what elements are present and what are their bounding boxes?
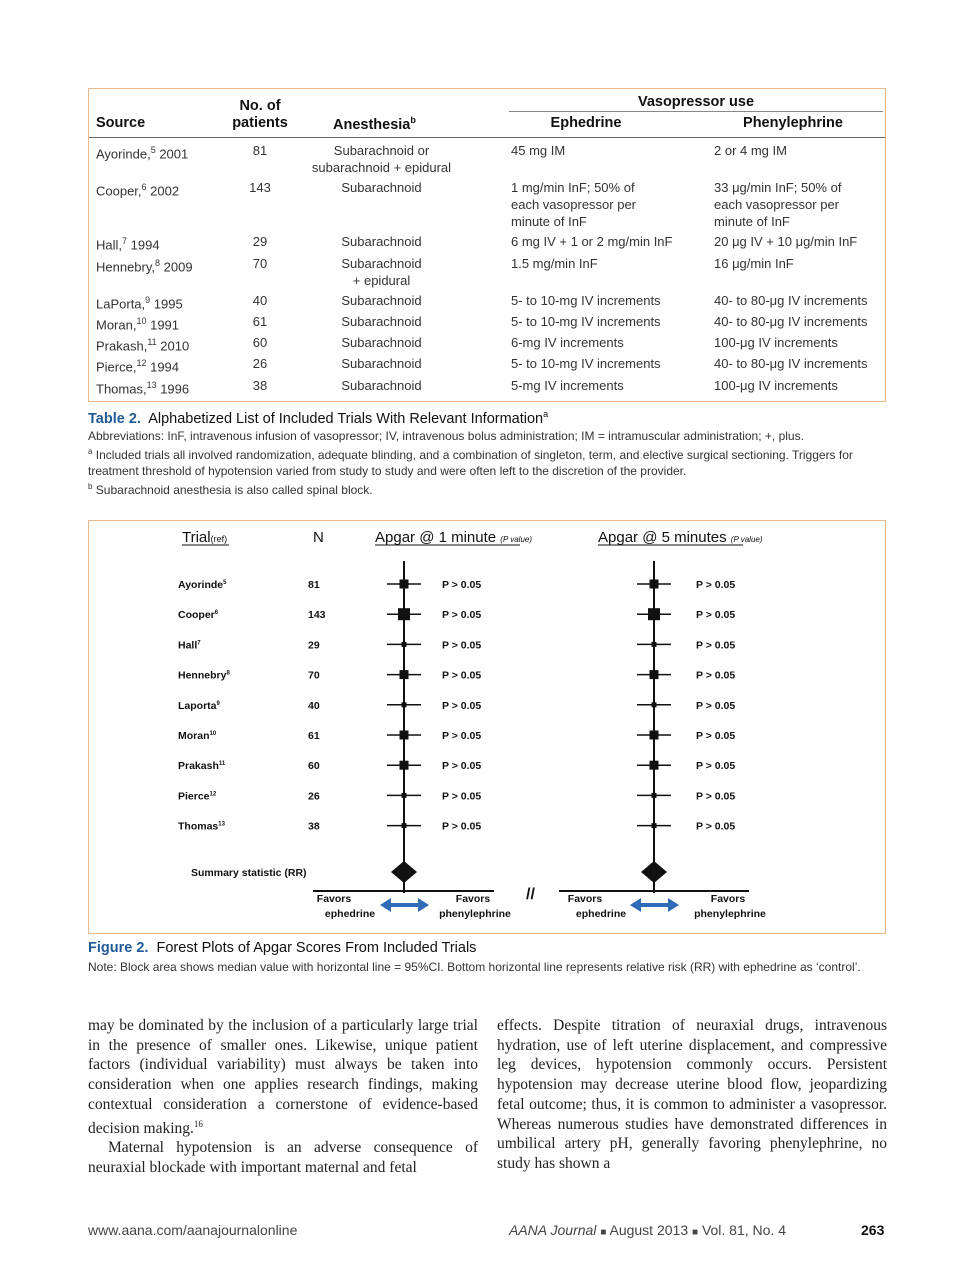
- cell-ephedrine: 1.5 mg/min InF: [511, 256, 598, 271]
- study-label: Hall$^7$: [178, 639, 201, 652]
- study-box: [652, 793, 657, 798]
- study-p-value: P > 0.05: [696, 669, 736, 682]
- study-label: Pierce$^{12}$: [178, 790, 217, 803]
- study-box: [400, 761, 409, 770]
- cell-anesthesia: Subarachnoid: [341, 234, 422, 249]
- study-box: [398, 608, 410, 620]
- favors-left-line1: Favors: [567, 893, 603, 905]
- vasopressor-rule: [509, 111, 883, 112]
- cell-phenylephrine: 20 μg IV + 10 μg/min InF: [714, 234, 858, 249]
- study-box: [648, 608, 660, 620]
- summary-label: Summary statistic (RR): [191, 867, 307, 879]
- favors-right-line1: Favors: [455, 893, 491, 905]
- study-p-value: P > 0.05: [696, 639, 736, 652]
- study-n: 38: [308, 820, 320, 833]
- cell-anesthesia: Subarachnoid or subarachnoid + epidural: [311, 143, 452, 175]
- footer-citation: AANA Journal ■ August 2013 ■ Vol. 81, No. 4: [509, 1222, 786, 1238]
- table-caption-notes: [88, 428, 888, 498]
- study-p-value: P > 0.05: [696, 820, 736, 833]
- cell-source: Prakash,$^{11}$ 2010: [96, 337, 190, 354]
- study-box: [400, 731, 409, 740]
- forest-plot: [89, 521, 885, 933]
- study-n: 81: [308, 579, 320, 591]
- header-phenylephrine: Phenylephrine: [743, 115, 843, 131]
- cell-source: Pierce,$^{12}$ 1994: [96, 358, 180, 375]
- body-paragraph: may be dominated by the inclusion of a particularly large trial in the presence of smaller ones. Likewise, unique patient factors (individual variability) must always be taken into consideration when one applies research findings, making contextual consideration a cornerstone of evidence-based decision making.$^{16}$: [88, 1017, 478, 1137]
- cell-ephedrine: 5- to 10-mg IV increments: [511, 314, 661, 329]
- cell-patients: 29: [252, 234, 268, 249]
- study-p-value: P > 0.05: [442, 669, 482, 682]
- cell-ephedrine: 5- to 10-mg IV increments: [511, 356, 661, 371]
- study-n: 61: [308, 730, 320, 742]
- cell-anesthesia: Subarachnoid: [341, 293, 422, 308]
- cell-phenylephrine: 100-μg IV increments: [714, 335, 838, 350]
- study-box: [402, 793, 407, 798]
- cell-phenylephrine: 40- to 80-μg IV increments: [714, 356, 868, 371]
- study-p-value: P > 0.05: [696, 730, 736, 742]
- study-p-value: P > 0.05: [696, 790, 736, 803]
- study-n: 60: [308, 760, 320, 773]
- study-label: Ayorinde$^5$: [178, 579, 227, 591]
- favors-right-line1: Favors: [710, 893, 746, 905]
- cell-ephedrine: 6-mg IV increments: [511, 335, 624, 350]
- body-paragraph: effects. Despite titration of neuraxial drugs, intravenous hydration, use of left uterine displacement, and compressive leg devices, hypotension commonly occurs. Persistent hypotension may decrease uterine blood flow, jeopardizing fetal outcome; thus, it is common to administer a vasopressor. Whereas numerous studies have demonstrated differences in umbilical artery pH, generally favoring phenylephrine, no study has shown a: [497, 1017, 887, 1172]
- favors-right-line2: phenylephrine: [439, 908, 511, 920]
- header-patients-line1: No. of: [239, 98, 281, 114]
- cell-patients: 26: [252, 356, 268, 371]
- figure-caption-note: Note: Block area shows median value with horizontal line = 95%CI. Bottom horizontal line represents relative risk (RR) with ephedrine as ‘control’.: [88, 960, 861, 974]
- table-caption-title: Table 2. Alphabetized List of Included Trials With Relevant Information$^a$: [88, 409, 549, 427]
- body-column-left: [88, 1016, 478, 1178]
- study-box: [650, 731, 659, 740]
- header-source: Source: [96, 115, 146, 131]
- study-box: [650, 580, 659, 589]
- axis-break-mark: //: [526, 886, 535, 903]
- study-n: 29: [308, 639, 320, 652]
- study-box: [400, 580, 409, 589]
- cell-patients: 70: [252, 256, 268, 271]
- header-trial: Trial(ref): [182, 529, 228, 546]
- cell-phenylephrine: 40- to 80-μg IV increments: [714, 293, 868, 308]
- table-2: [88, 88, 886, 402]
- figure-caption-title: Figure 2. Forest Plots of Apgar Scores From Included Trials: [88, 940, 477, 956]
- study-box: [652, 823, 657, 828]
- cell-source: Cooper,$^6$ 2002: [96, 182, 180, 199]
- double-arrow-head-left: [380, 898, 391, 912]
- study-label: Moran$^{10}$: [178, 730, 217, 742]
- cell-patients: 60: [252, 335, 268, 350]
- study-p-value: P > 0.05: [442, 820, 482, 833]
- table-note-b: $^b$ Subarachnoid anesthesia is also called spinal block.: [88, 482, 373, 497]
- cell-ephedrine: 45 mg IM: [511, 143, 566, 158]
- study-p-value: P > 0.05: [442, 579, 482, 591]
- study-n: 70: [308, 669, 320, 682]
- study-n: 143: [308, 609, 326, 622]
- cell-ephedrine: 6 mg IV + 1 or 2 mg/min InF: [511, 234, 673, 249]
- cell-source: Thomas,$^{13}$ 1996: [96, 380, 190, 397]
- panel-title: Apgar @ 5 minutes (P value): [598, 529, 763, 546]
- double-arrow-head-right: [668, 898, 679, 912]
- cell-source: Hennebry,$^8$ 2009: [96, 258, 193, 275]
- table-abbreviations: Abbreviations: InF, intravenous infusion of vasopressor; IV, intravenous bolus administration; IM = intramuscular administration; +, plus.: [88, 429, 804, 443]
- double-arrow-head-right: [418, 898, 429, 912]
- study-n: 26: [308, 790, 320, 803]
- favors-left-line2: ephedrine: [324, 908, 376, 920]
- figure-2: [88, 520, 886, 934]
- study-p-value: P > 0.05: [696, 609, 736, 622]
- cell-anesthesia: Subarachnoid: [341, 335, 422, 350]
- study-p-value: P > 0.05: [442, 790, 482, 803]
- study-box: [650, 670, 659, 679]
- cell-phenylephrine: 33 μg/min InF; 50% of each vasopressor per minute of InF: [714, 180, 842, 229]
- cell-patients: 40: [252, 293, 268, 308]
- header-anesthesia: Anesthesia$^b$: [333, 115, 416, 133]
- cell-ephedrine: 1 mg/min InF; 50% of each vasopressor per minute of InF: [511, 180, 637, 229]
- cell-anesthesia: Subarachnoid + epidural: [341, 256, 422, 288]
- study-box: [402, 642, 407, 647]
- cell-source: Hall,$^7$ 1994: [96, 236, 160, 253]
- study-label: Hennebry$^8$: [178, 669, 230, 682]
- summary-diamond: [641, 861, 667, 883]
- study-p-value: P > 0.05: [442, 609, 482, 622]
- study-box: [400, 670, 409, 679]
- footer-page-number: 263: [861, 1222, 885, 1238]
- header-n: N: [313, 529, 324, 546]
- study-label: Cooper$^6$: [178, 609, 219, 622]
- header-patients-line2: patients: [232, 115, 288, 131]
- cell-phenylephrine: 100-μg IV increments: [714, 378, 838, 393]
- study-label: Laporta$^9$: [178, 699, 220, 712]
- cell-source: LaPorta,$^9$ 1995: [96, 295, 183, 312]
- study-label: Prakash$^{11}$: [178, 760, 226, 773]
- study-box: [652, 702, 657, 707]
- header-vasopressor: Vasopressor use: [637, 94, 755, 110]
- cell-anesthesia: Subarachnoid: [341, 378, 422, 393]
- study-p-value: P > 0.05: [696, 699, 736, 712]
- study-box: [652, 642, 657, 647]
- cell-patients: 61: [252, 314, 268, 329]
- study-box: [402, 702, 407, 707]
- study-p-value: P > 0.05: [696, 760, 736, 773]
- cell-source: Ayorinde,$^5$ 2001: [96, 145, 189, 162]
- cell-phenylephrine: 40- to 80-μg IV increments: [714, 314, 868, 329]
- favors-left-line2: ephedrine: [575, 908, 627, 920]
- footer-url: www.aana.com/aanajournalonline: [88, 1222, 298, 1238]
- favors-right-line2: phenylephrine: [694, 908, 766, 920]
- cell-anesthesia: Subarachnoid: [341, 314, 422, 329]
- cell-source: Moran,$^{10}$ 1991: [96, 316, 180, 333]
- cell-ephedrine: 5-mg IV increments: [511, 378, 624, 393]
- cell-patients: 81: [252, 143, 268, 158]
- cell-phenylephrine: 2 or 4 mg IM: [714, 143, 787, 158]
- cell-ephedrine: 5- to 10-mg IV increments: [511, 293, 661, 308]
- summary-diamond: [391, 861, 417, 883]
- cell-phenylephrine: 16 μg/min InF: [714, 256, 794, 271]
- study-p-value: P > 0.05: [442, 730, 482, 742]
- cell-anesthesia: Subarachnoid: [341, 356, 422, 371]
- study-p-value: P > 0.05: [442, 760, 482, 773]
- study-n: 40: [308, 699, 320, 712]
- header-rule: [89, 137, 885, 138]
- study-label: Thomas$^{13}$: [178, 820, 225, 833]
- study-p-value: P > 0.05: [442, 699, 482, 712]
- study-box: [402, 823, 407, 828]
- study-box: [650, 761, 659, 770]
- double-arrow-head-left: [630, 898, 641, 912]
- cell-patients: 38: [252, 378, 268, 393]
- study-p-value: P > 0.05: [442, 639, 482, 652]
- cell-patients: 143: [249, 180, 271, 195]
- panel-title: Apgar @ 1 minute (P value): [375, 529, 533, 546]
- favors-left-line1: Favors: [316, 893, 352, 905]
- header-ephedrine: Ephedrine: [550, 115, 622, 131]
- table-note-a: $^a$ Included trials all involved randomization, adequate blinding, and a combination of singleton, term, and elective surgical sectioning. Triggers for treatment threshold of hypotension varied from study to study and were often left to the discretion of the provider.: [88, 447, 853, 478]
- cell-anesthesia: Subarachnoid: [341, 180, 422, 195]
- body-paragraph: Maternal hypotension is an adverse consequence of neuraxial blockade with important maternal and fetal: [88, 1139, 478, 1177]
- body-column-right: [497, 1016, 887, 1174]
- study-p-value: P > 0.05: [696, 579, 736, 591]
